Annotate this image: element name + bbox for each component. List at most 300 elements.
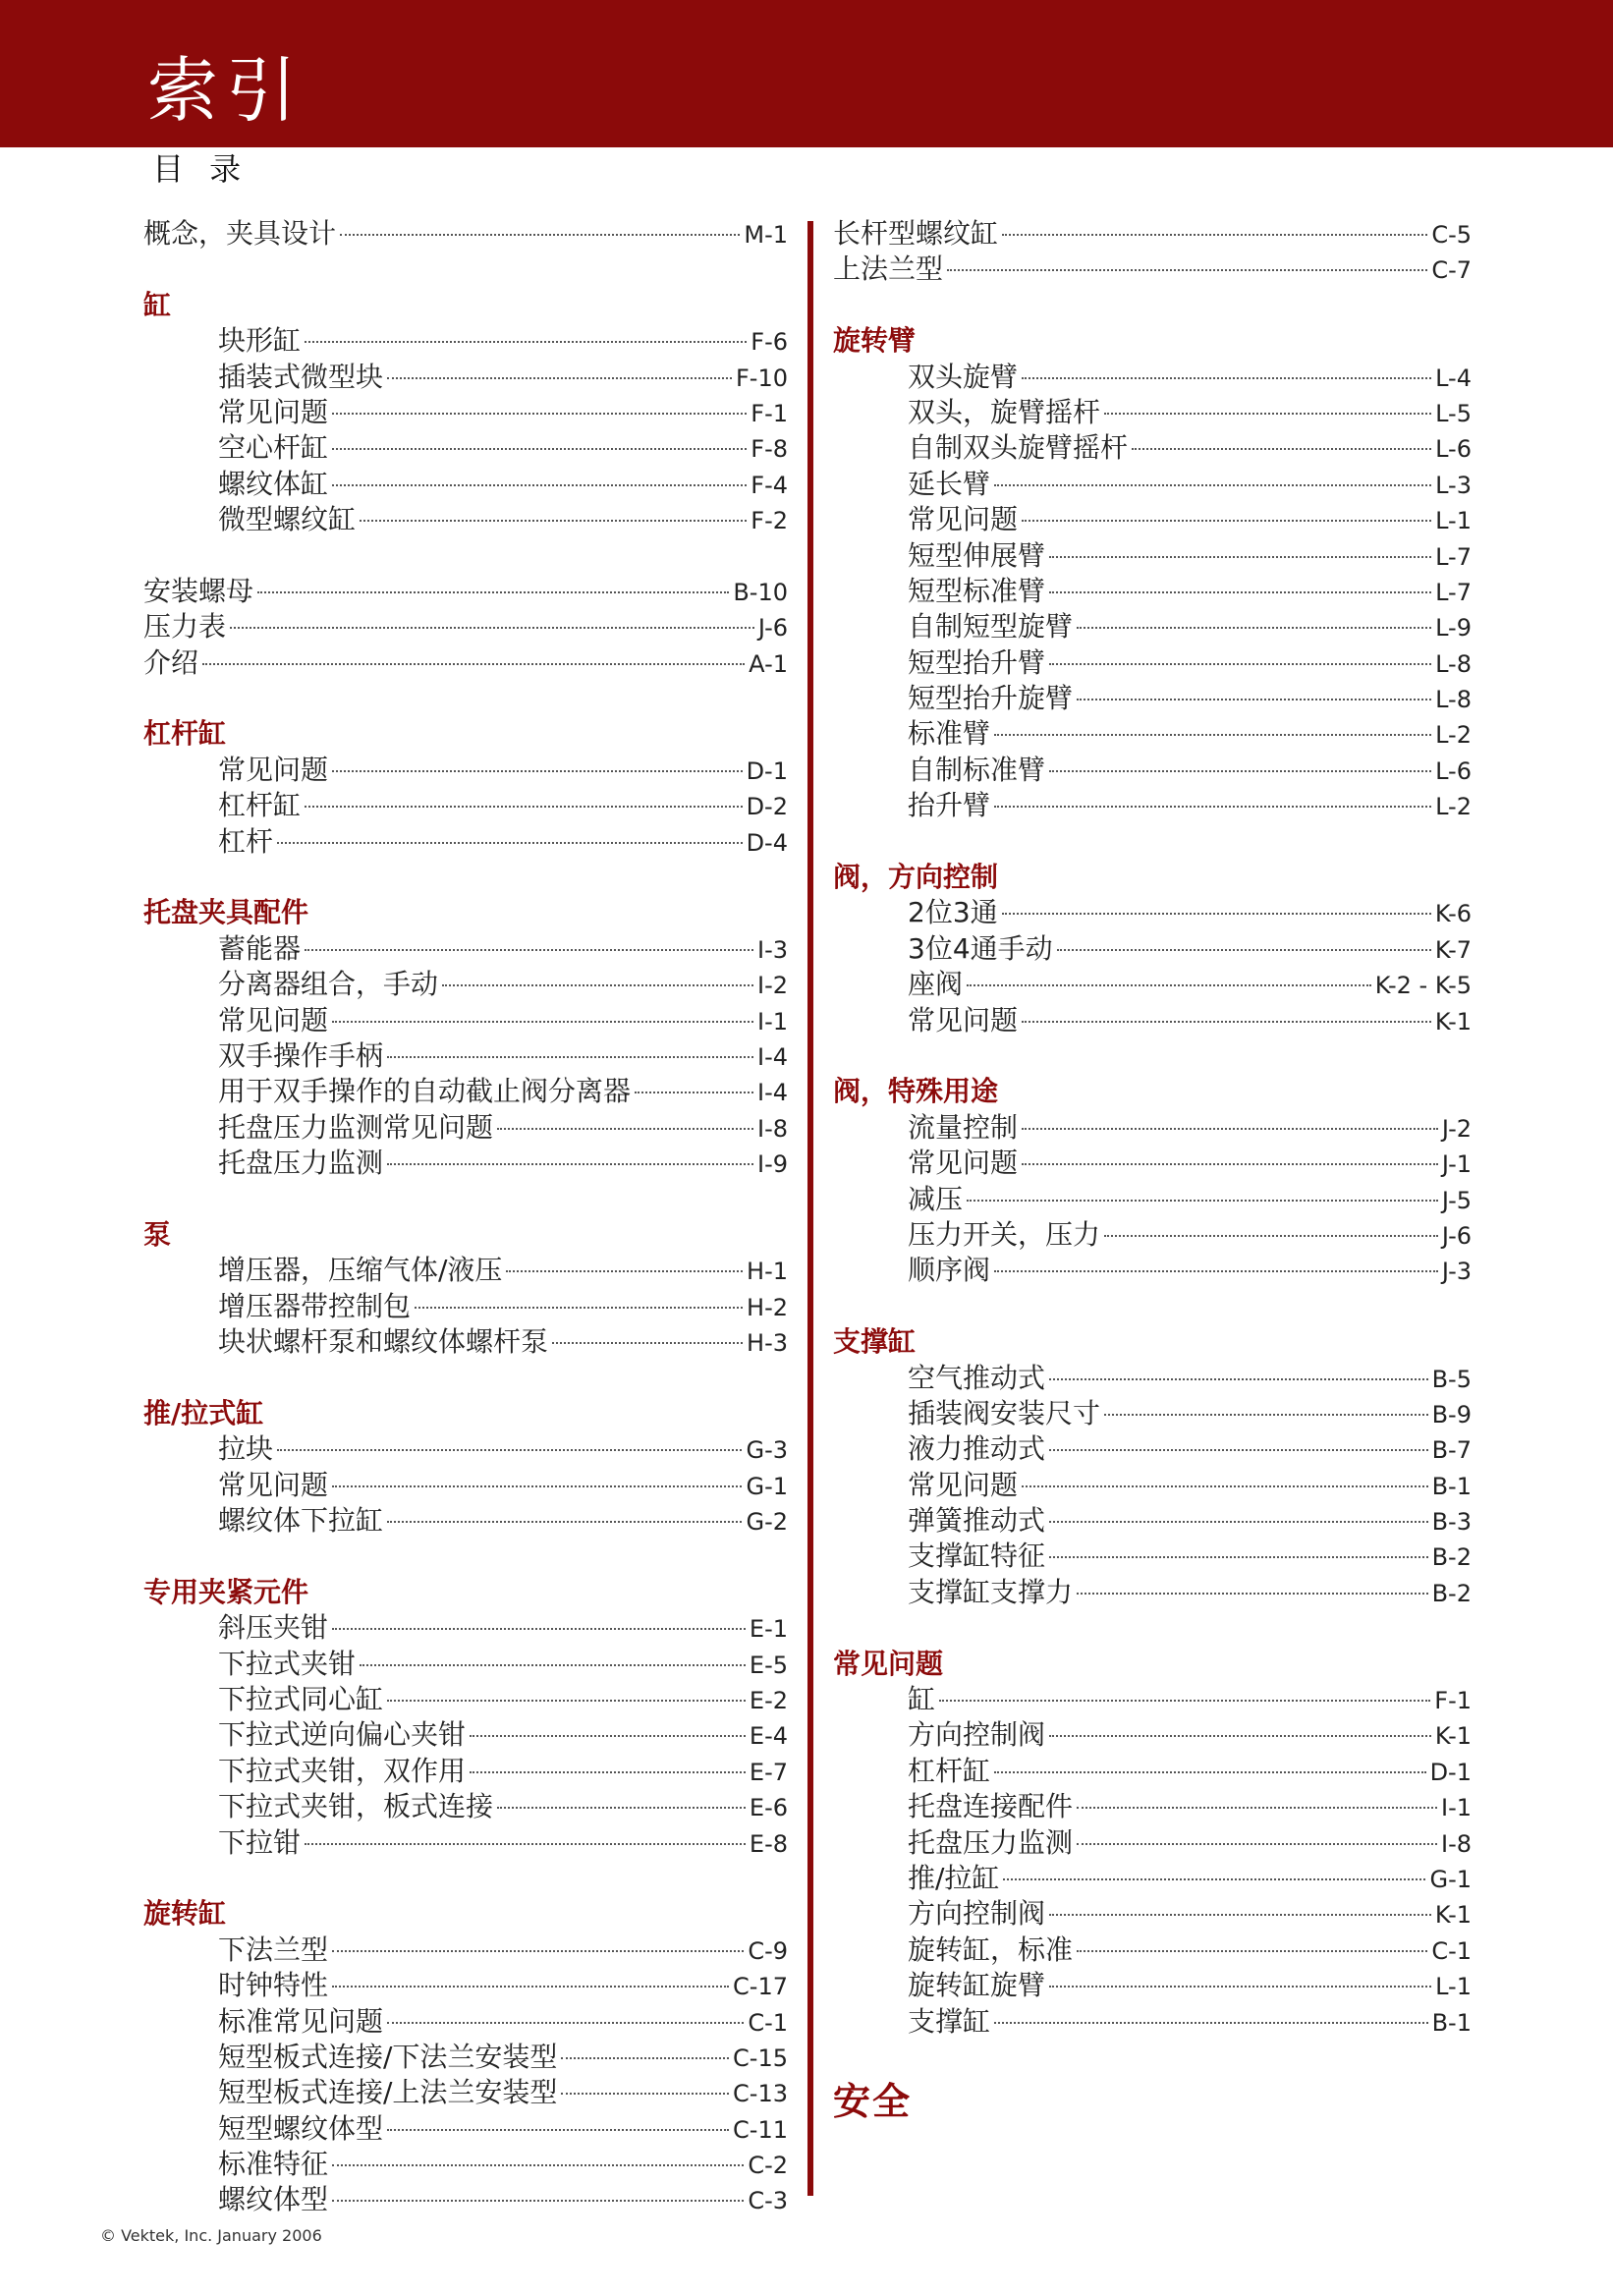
index-entry[interactable] — [833, 1361, 1472, 1396]
entry-label: 座阀 — [908, 968, 964, 1001]
entry-label: 下拉式夹钳 — [218, 1647, 357, 1680]
dot-leader — [360, 1664, 746, 1666]
entry-label: 液力推动式 — [908, 1432, 1046, 1466]
entry-label: 常见问题 — [908, 1468, 1019, 1501]
dot-leader — [994, 806, 1431, 808]
index-entry[interactable] — [833, 931, 1472, 967]
entry-label: 弹簧推动式 — [908, 1504, 1046, 1538]
dot-leader — [994, 1270, 1438, 1272]
index-entry[interactable] — [143, 1825, 788, 1861]
entry-page-ref: K-1 — [1434, 1007, 1472, 1036]
entry-page-ref: C-5 — [1431, 221, 1472, 249]
dot-leader — [305, 949, 753, 951]
dot-leader — [1022, 1128, 1438, 1130]
dot-leader — [332, 1485, 742, 1487]
dot-leader — [1049, 591, 1431, 593]
dot-leader — [1077, 1950, 1427, 1952]
index-entry[interactable] — [833, 360, 1472, 395]
entry-page-ref: B-7 — [1431, 1436, 1472, 1465]
dot-leader — [1077, 699, 1431, 700]
dot-leader — [1077, 1843, 1437, 1845]
index-entry[interactable] — [143, 1289, 788, 1324]
index-entry[interactable] — [833, 1003, 1472, 1038]
entry-page-ref: I-8 — [756, 1114, 788, 1143]
entry-label: 托盘压力监测常见问题 — [218, 1110, 494, 1144]
entry-page-ref: E-4 — [749, 1722, 788, 1751]
index-entry[interactable] — [143, 360, 788, 395]
dot-leader — [939, 1700, 1430, 1702]
dot-leader — [1049, 1914, 1431, 1916]
entry-label: 2位3通 — [908, 896, 998, 929]
entry-label: 增压器，压缩气体/液压 — [218, 1254, 503, 1287]
index-entry[interactable] — [833, 609, 1472, 644]
entry-page-ref: F-2 — [751, 507, 788, 535]
index-entry[interactable] — [143, 1431, 788, 1467]
entry-label: 双头旋臂 — [908, 360, 1019, 393]
entry-page-ref: E-2 — [749, 1687, 788, 1715]
entry-label: 压力开关，压力 — [908, 1217, 1101, 1251]
entry-page-ref: L-8 — [1435, 649, 1472, 678]
entry-label: 下拉式夹钳，双作用 — [218, 1754, 467, 1787]
dot-leader — [994, 1771, 1426, 1773]
section-heading-safety: 安全 — [833, 2080, 913, 2124]
page-subtitle: 目 录 — [152, 150, 250, 188]
index-entry[interactable] — [143, 502, 788, 537]
entry-label: 长杆型螺纹缸 — [833, 217, 999, 250]
index-entry[interactable] — [833, 1896, 1472, 1932]
dot-leader — [1002, 913, 1431, 915]
entry-page-ref: B-1 — [1431, 1472, 1472, 1500]
entry-label: 短型板式连接/上法兰安装型 — [218, 2076, 558, 2109]
entry-label: 安装螺母 — [143, 574, 254, 607]
entry-label: 斜压夹钳 — [218, 1611, 329, 1645]
dot-leader — [1049, 663, 1431, 665]
entry-page-ref: L-7 — [1435, 542, 1472, 571]
entry-page-ref: E-1 — [749, 1615, 788, 1644]
dot-leader — [506, 1270, 743, 1272]
index-entry[interactable] — [143, 1324, 788, 1360]
entry-label: 杠杆 — [218, 824, 274, 858]
entry-page-ref: K-1 — [1434, 1901, 1472, 1930]
entry-label: 标准常见问题 — [218, 2004, 384, 2038]
entry-label: 短型标准臂 — [908, 574, 1046, 607]
entry-page-ref: D-4 — [746, 828, 788, 857]
entry-page-ref: C-13 — [733, 2080, 788, 2108]
index-entry[interactable] — [143, 1610, 788, 1646]
entry-page-ref: K-1 — [1434, 1722, 1472, 1751]
entry-page-ref: K-6 — [1434, 900, 1472, 928]
dot-leader — [1049, 1735, 1431, 1737]
index-entry[interactable] — [833, 502, 1472, 537]
dot-leader — [994, 484, 1431, 486]
section-gap — [143, 538, 788, 574]
index-entry[interactable] — [833, 430, 1472, 466]
dot-leader — [967, 1200, 1438, 1202]
section-gap — [143, 681, 788, 716]
entry-label: 短型螺纹体型 — [218, 2111, 384, 2145]
dot-leader — [387, 2129, 729, 2131]
dot-leader — [387, 1521, 742, 1523]
index-entry[interactable] — [143, 645, 788, 681]
index-entry[interactable] — [143, 1146, 788, 1181]
entry-label: 流量控制 — [908, 1110, 1019, 1144]
index-entry[interactable] — [833, 645, 1472, 681]
entry-label: 短型抬升旋臂 — [908, 682, 1074, 715]
section-gap — [833, 1038, 1472, 1074]
entry-page-ref: J-6 — [757, 614, 788, 643]
dot-leader — [332, 1986, 729, 1988]
section-gap — [833, 288, 1472, 323]
dot-leader — [1132, 448, 1431, 450]
index-entry[interactable] — [833, 1789, 1472, 1824]
entry-page-ref: C-11 — [733, 2115, 788, 2144]
section-heading: 旋转臂 — [833, 324, 917, 358]
dot-leader — [497, 1807, 746, 1809]
entry-label: 拉块 — [218, 1432, 274, 1466]
entry-label: 杠杆缸 — [218, 789, 302, 822]
entry-label: 时钟特性 — [218, 1969, 329, 2002]
index-entry[interactable] — [143, 2075, 788, 2110]
entry-label: 上法兰型 — [833, 252, 944, 286]
entry-page-ref: H-1 — [747, 1258, 788, 1286]
entry-label: 旋转缸，标准 — [908, 1932, 1074, 1966]
entry-label: 块状螺杆泵和螺纹体螺杆泵 — [218, 1325, 549, 1359]
entry-page-ref: G-2 — [746, 1508, 788, 1537]
entry-label: 概念，夹具设计 — [143, 217, 337, 250]
dot-leader — [1022, 520, 1431, 522]
index-entry[interactable] — [833, 1968, 1472, 2003]
entry-page-ref: L-6 — [1435, 756, 1472, 785]
dot-leader — [1022, 1021, 1431, 1023]
entry-label: 自制双头旋臂摇杆 — [908, 431, 1129, 465]
index-entry[interactable] — [833, 895, 1472, 930]
section-heading: 杠杆缸 — [143, 717, 227, 751]
index-entry[interactable] — [833, 1717, 1472, 1753]
entry-page-ref: E-6 — [749, 1794, 788, 1822]
dot-leader — [994, 734, 1431, 736]
index-entry[interactable] — [833, 216, 1472, 252]
index-entry[interactable] — [833, 574, 1472, 609]
index-entry[interactable] — [143, 323, 788, 359]
dot-leader — [332, 2164, 744, 2166]
entry-page-ref: I-3 — [756, 935, 788, 964]
entry-label: 常见问题 — [218, 1468, 329, 1501]
entry-label: 方向控制阀 — [908, 1897, 1046, 1931]
index-entry[interactable] — [143, 216, 788, 252]
entry-label: 下拉式夹钳，板式连接 — [218, 1790, 494, 1823]
index-entry[interactable] — [833, 1468, 1472, 1503]
section-gap — [833, 1289, 1472, 1324]
dot-leader — [202, 663, 745, 665]
dot-leader — [332, 484, 747, 486]
entry-label: 减压 — [908, 1182, 964, 1215]
entry-label: 双手操作手柄 — [218, 1038, 384, 1072]
index-entry[interactable] — [833, 788, 1472, 823]
index-entry[interactable] — [143, 1968, 788, 2003]
index-entry[interactable] — [833, 716, 1472, 752]
entry-label: 块形缸 — [218, 324, 302, 358]
index-entry[interactable] — [833, 681, 1472, 716]
index-entry[interactable] — [833, 1503, 1472, 1539]
dot-leader — [332, 448, 747, 450]
dot-leader — [230, 627, 754, 629]
entry-page-ref: J-1 — [1441, 1150, 1472, 1179]
dot-leader — [1003, 1878, 1425, 1880]
index-entry[interactable] — [833, 1575, 1472, 1610]
entry-label: 推/拉缸 — [908, 1861, 1000, 1894]
index-entry[interactable] — [833, 967, 1472, 1002]
index-entry[interactable] — [833, 1754, 1472, 1789]
section-heading: 专用夹紧元件 — [143, 1575, 309, 1608]
index-entry[interactable] — [833, 1431, 1472, 1467]
entry-label: 介绍 — [143, 645, 199, 679]
dot-leader — [1049, 1556, 1428, 1558]
dot-leader — [332, 2200, 744, 2202]
entry-page-ref: L-2 — [1435, 793, 1472, 821]
index-entry[interactable] — [833, 1825, 1472, 1861]
entry-page-ref: L-1 — [1435, 1973, 1472, 2001]
dot-leader — [1022, 1485, 1428, 1487]
entry-label: 延长臂 — [908, 467, 991, 500]
section-gap — [143, 1861, 788, 1896]
index-entry[interactable] — [833, 538, 1472, 574]
dot-leader — [1077, 1593, 1428, 1595]
entry-page-ref: G-1 — [746, 1472, 788, 1500]
index-entry[interactable] — [833, 1217, 1472, 1253]
page-title: 索引 — [147, 49, 306, 132]
section-heading: 阀，特殊用途 — [833, 1075, 999, 1108]
dot-leader — [387, 2022, 744, 2024]
index-entry[interactable] — [143, 2147, 788, 2182]
index-entry[interactable] — [143, 1717, 788, 1753]
index-entry[interactable] — [833, 252, 1472, 287]
entry-label: 支撑缸 — [908, 2004, 991, 2038]
entry-page-ref: H-3 — [747, 1329, 788, 1358]
entry-label: 缸 — [908, 1683, 936, 1716]
section-heading: 支撑缸 — [833, 1325, 917, 1359]
entry-label: 短型板式连接/下法兰安装型 — [218, 2040, 558, 2073]
entry-page-ref: I-9 — [756, 1150, 788, 1179]
entry-page-ref: L-1 — [1435, 507, 1472, 535]
entry-label: 方向控制阀 — [908, 1718, 1046, 1752]
entry-page-ref: L-5 — [1435, 399, 1472, 427]
dot-leader — [332, 770, 743, 772]
entry-label: 标准特征 — [218, 2148, 329, 2181]
entry-label: 螺纹体缸 — [218, 467, 329, 500]
dot-leader — [277, 842, 743, 844]
index-entry[interactable] — [833, 395, 1472, 430]
entry-page-ref: E-8 — [749, 1829, 788, 1858]
index-entry[interactable] — [833, 753, 1472, 788]
entry-label: 用于双手操作的自动截止阀分离器 — [218, 1075, 632, 1108]
entry-label: 抬升臂 — [908, 789, 991, 822]
index-entry[interactable] — [143, 2004, 788, 2040]
dot-leader — [332, 413, 747, 415]
section-gap — [143, 1539, 788, 1574]
section-heading: 托盘夹具配件 — [143, 896, 309, 929]
entry-label: 下拉钳 — [218, 1825, 302, 1859]
index-entry[interactable] — [143, 1932, 788, 1968]
section-heading: 阀，方向控制 — [833, 861, 999, 894]
entry-page-ref: C-15 — [733, 2044, 788, 2072]
entry-page-ref: A-1 — [749, 649, 788, 678]
dot-leader — [1049, 1378, 1428, 1380]
entry-label: 托盘压力监测 — [908, 1825, 1074, 1859]
entry-page-ref: B-1 — [1431, 2008, 1472, 2037]
entry-page-ref: D-2 — [746, 793, 788, 821]
section-heading: 缸 — [143, 288, 172, 321]
entry-page-ref: L-4 — [1435, 364, 1472, 392]
dot-leader — [1104, 1235, 1438, 1237]
entry-label: 常见问题 — [908, 503, 1019, 536]
index-entry[interactable] — [143, 609, 788, 644]
entry-page-ref: J-2 — [1441, 1114, 1472, 1143]
dot-leader — [1077, 1807, 1437, 1809]
index-entry[interactable] — [143, 753, 788, 788]
entry-page-ref: J-3 — [1441, 1258, 1472, 1286]
entry-page-ref: I-8 — [1440, 1829, 1472, 1858]
dot-leader — [497, 1128, 753, 1130]
dot-leader — [967, 984, 1371, 986]
entry-page-ref: F-1 — [1434, 1687, 1472, 1715]
index-entry[interactable] — [143, 824, 788, 860]
entry-page-ref: D-1 — [1429, 1758, 1472, 1786]
entry-page-ref: I-2 — [756, 972, 788, 1000]
entry-label: 3位4通手动 — [908, 931, 1053, 965]
dot-leader — [442, 984, 753, 986]
entry-page-ref: G-1 — [1429, 1865, 1472, 1893]
entry-page-ref: K-2 - K-5 — [1374, 972, 1472, 1000]
index-entry[interactable] — [833, 1146, 1472, 1181]
dot-leader — [994, 2022, 1428, 2024]
entry-page-ref: M-1 — [744, 221, 788, 249]
index-entry[interactable] — [143, 430, 788, 466]
entry-label: 自制短型旋臂 — [908, 610, 1074, 644]
section-gap — [143, 860, 788, 895]
entry-page-ref: C-7 — [1431, 256, 1472, 285]
index-entry[interactable] — [833, 1396, 1472, 1431]
dot-leader — [387, 1700, 746, 1702]
dot-leader — [1049, 770, 1431, 772]
dot-leader — [1077, 627, 1431, 629]
entry-page-ref: K-7 — [1434, 935, 1472, 964]
index-entry[interactable] — [143, 1647, 788, 1682]
index-entry[interactable] — [833, 1253, 1472, 1288]
entry-page-ref: L-8 — [1435, 686, 1472, 714]
entry-label: 常见问题 — [218, 395, 329, 428]
entry-label: 托盘连接配件 — [908, 1790, 1074, 1823]
entry-page-ref: B-2 — [1431, 1543, 1472, 1572]
dot-leader — [277, 1449, 742, 1451]
entry-page-ref: L-3 — [1435, 471, 1472, 499]
index-entry[interactable] — [143, 574, 788, 609]
entry-label: 插装阀安装尺寸 — [908, 1396, 1101, 1429]
index-entry[interactable] — [833, 2004, 1472, 2040]
entry-label: 下法兰型 — [218, 1932, 329, 1966]
index-entry[interactable] — [833, 1182, 1472, 1217]
dot-leader — [1049, 556, 1431, 558]
dot-leader — [1049, 1521, 1428, 1523]
dot-leader — [1022, 1163, 1438, 1165]
dot-leader — [257, 591, 729, 593]
entry-label: 短型伸展臂 — [908, 538, 1046, 572]
entry-label: 螺纹体下拉缸 — [218, 1504, 384, 1538]
entry-label: 常见问题 — [908, 1003, 1019, 1036]
entry-label: 下拉式同心缸 — [218, 1683, 384, 1716]
entry-label: 顺序阀 — [908, 1254, 991, 1287]
index-entry[interactable] — [833, 1861, 1472, 1896]
entry-label: 短型抬升臂 — [908, 645, 1046, 679]
index-entry[interactable] — [833, 467, 1472, 502]
entry-label: 支撑缸支撑力 — [908, 1575, 1074, 1608]
index-column-left — [143, 216, 788, 2218]
dot-leader — [1104, 1414, 1428, 1416]
entry-page-ref: I-1 — [756, 1007, 788, 1036]
dot-leader — [340, 234, 740, 236]
section-heading: 旋转缸 — [143, 1897, 227, 1931]
dot-leader — [305, 341, 747, 343]
entry-label: 下拉式逆向偏心夹钳 — [218, 1718, 467, 1752]
index-entry[interactable] — [143, 467, 788, 502]
index-entry[interactable] — [143, 1003, 788, 1038]
index-entry[interactable] — [143, 2182, 788, 2217]
index-entry[interactable] — [143, 1110, 788, 1146]
dot-leader — [1057, 949, 1431, 951]
index-entry[interactable] — [833, 1110, 1472, 1146]
index-entry[interactable] — [143, 1754, 788, 1789]
dot-leader — [561, 2057, 729, 2059]
section-gap — [143, 252, 788, 287]
index-entry[interactable] — [143, 788, 788, 823]
index-entry[interactable] — [143, 931, 788, 967]
entry-label: 杠杆缸 — [908, 1754, 991, 1787]
entry-page-ref: L-2 — [1435, 721, 1472, 750]
entry-page-ref: C-17 — [733, 1973, 788, 2001]
entry-page-ref: E-7 — [749, 1758, 788, 1786]
dot-leader — [1104, 413, 1431, 415]
column-divider — [807, 221, 813, 2196]
index-entry[interactable] — [143, 2111, 788, 2147]
index-entry[interactable] — [833, 1539, 1472, 1574]
index-entry[interactable] — [143, 1503, 788, 1539]
entry-page-ref: F-1 — [751, 399, 788, 427]
index-entry[interactable] — [143, 395, 788, 430]
index-entry[interactable] — [833, 1932, 1472, 1968]
index-entry[interactable] — [143, 1074, 788, 1109]
entry-page-ref: I-4 — [756, 1042, 788, 1071]
entry-label: 空心杆缸 — [218, 431, 329, 465]
index-entry[interactable] — [143, 1253, 788, 1288]
entry-page-ref: G-3 — [746, 1436, 788, 1465]
entry-label: 螺纹体型 — [218, 2183, 329, 2216]
index-entry[interactable] — [143, 1468, 788, 1503]
dot-leader — [552, 1342, 743, 1344]
index-entry[interactable] — [143, 967, 788, 1002]
entry-page-ref: L-7 — [1435, 578, 1472, 606]
entry-label: 双头，旋臂摇杆 — [908, 395, 1101, 428]
index-entry[interactable] — [143, 1038, 788, 1074]
index-entry[interactable] — [143, 1789, 788, 1824]
section-heading: 推/拉式缸 — [143, 1396, 264, 1429]
index-entry[interactable] — [143, 1682, 788, 1717]
dot-leader — [415, 1307, 743, 1309]
index-entry[interactable] — [143, 2040, 788, 2075]
dot-leader — [947, 269, 1427, 271]
index-entry[interactable] — [833, 1682, 1472, 1717]
dot-leader — [305, 806, 743, 808]
dot-leader — [1049, 1449, 1428, 1451]
entry-page-ref: F-10 — [735, 364, 788, 392]
